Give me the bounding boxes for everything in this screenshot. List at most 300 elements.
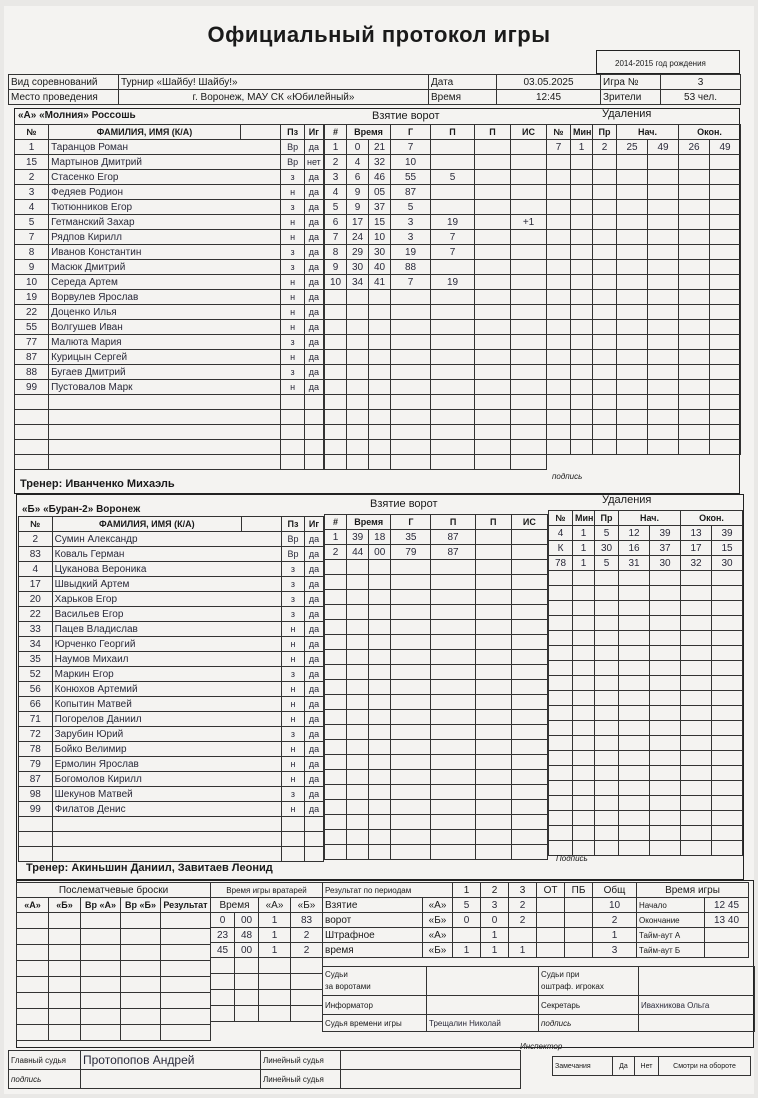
goal-scorer xyxy=(391,695,431,710)
pen-start-min xyxy=(619,661,650,676)
player-number: 52 xyxy=(19,667,53,682)
goal-situation xyxy=(511,365,547,380)
time-label: Время xyxy=(429,90,497,105)
goal-second xyxy=(369,725,391,740)
pim-b-p xyxy=(565,943,593,958)
player-name: Харьков Егор xyxy=(52,592,281,607)
penalty-row xyxy=(547,200,741,215)
pen-col-start: Нач. xyxy=(617,125,679,140)
pen-start-min xyxy=(617,305,648,320)
goal-scorer xyxy=(391,785,431,800)
gk-title: Время игры вратарей xyxy=(211,883,323,898)
goal-assist2 xyxy=(475,140,511,155)
goal-situation xyxy=(511,200,547,215)
goal-situation xyxy=(511,410,547,425)
pen-reason: 5 xyxy=(595,526,619,541)
goal-number xyxy=(325,680,347,695)
player-ig: да xyxy=(305,772,324,787)
pen-number xyxy=(549,796,573,811)
pen-start-min xyxy=(617,230,648,245)
goal-situation xyxy=(511,740,547,755)
player-ig: да xyxy=(304,305,323,320)
pen-col-reason: Пр xyxy=(595,511,619,526)
pen-end-sec: 39 xyxy=(712,526,743,541)
player-pz: н xyxy=(281,290,304,305)
player-row xyxy=(15,170,324,185)
player-number xyxy=(19,817,53,832)
goal-row xyxy=(325,755,548,770)
goal-second xyxy=(369,755,391,770)
pen-end-min xyxy=(679,380,710,395)
pen-number xyxy=(547,290,571,305)
goal-number xyxy=(325,365,347,380)
player-pz: Вр xyxy=(281,532,304,547)
player-pz: н xyxy=(281,350,304,365)
goal-situation xyxy=(511,575,547,590)
col-num: № xyxy=(15,125,49,140)
player-pz: з xyxy=(281,365,304,380)
goal-number xyxy=(325,590,347,605)
pen-end-sec xyxy=(712,841,743,856)
player-ig: да xyxy=(305,562,324,577)
player-name: Малюта Мария xyxy=(49,335,281,350)
goal-second xyxy=(369,695,391,710)
pen-start-sec xyxy=(650,676,681,691)
player-row xyxy=(19,607,324,622)
end-label: Окончание xyxy=(637,913,705,928)
goal-number xyxy=(325,635,347,650)
pen-end-min xyxy=(679,290,710,305)
pen-number xyxy=(549,646,573,661)
player-pz: н xyxy=(281,757,304,772)
pim-a-p xyxy=(537,928,565,943)
goal-number xyxy=(325,395,347,410)
goal-situation xyxy=(511,260,547,275)
player-ig: да xyxy=(304,335,323,350)
goal-col-scorer: Г xyxy=(391,515,431,530)
player-number: 88 xyxy=(15,365,49,380)
goal-number xyxy=(325,830,347,845)
gk-sec: 48 xyxy=(235,928,259,943)
penalty-row xyxy=(547,365,741,380)
goal-number xyxy=(325,320,347,335)
player-number xyxy=(19,832,53,847)
goal-scorer xyxy=(391,560,431,575)
goal-assist1: 87 xyxy=(431,545,475,560)
pim-b-p: 1 xyxy=(509,943,537,958)
goal-minute xyxy=(347,425,369,440)
pen-start-min xyxy=(617,395,648,410)
goal-second xyxy=(369,440,391,455)
goal-scorer xyxy=(391,665,431,680)
pen-minutes xyxy=(573,586,595,601)
player-pz: н xyxy=(281,622,304,637)
goal-assist1 xyxy=(431,665,475,680)
goal-number xyxy=(325,425,347,440)
goal-assist1: 7 xyxy=(431,245,475,260)
goal-row xyxy=(325,185,547,200)
goal-col-scorer: Г xyxy=(391,125,431,140)
goal-row xyxy=(325,680,548,695)
goal-situation xyxy=(511,845,547,860)
goal-row xyxy=(325,710,548,725)
pen-number: 7 xyxy=(547,140,571,155)
player-row xyxy=(19,772,324,787)
player-name: Филатов Денис xyxy=(52,802,281,817)
player-number xyxy=(19,847,53,862)
player-name: Бойко Велимир xyxy=(52,742,281,757)
goal-assist1 xyxy=(431,140,475,155)
game-no: 3 xyxy=(661,75,741,90)
goal-situation xyxy=(511,305,547,320)
goal-scorer: 88 xyxy=(391,260,431,275)
pen-start-min xyxy=(619,631,650,646)
pen-number xyxy=(549,571,573,586)
player-ig: да xyxy=(305,547,324,562)
player-ig: да xyxy=(305,667,324,682)
team-b-goals xyxy=(324,514,548,860)
comp-label: Вид соревнований xyxy=(9,75,119,90)
pim-a-p: 1 xyxy=(481,928,509,943)
player-pz: н xyxy=(281,637,304,652)
player-ig: да xyxy=(305,637,324,652)
pen-number xyxy=(549,721,573,736)
goal-assist1 xyxy=(431,260,475,275)
goal-minute xyxy=(347,560,369,575)
player-ig xyxy=(304,455,323,470)
goals-b-p: 2 xyxy=(509,913,537,928)
goal-number: 2 xyxy=(325,545,347,560)
goal-second: 05 xyxy=(369,185,391,200)
goal-number: 2 xyxy=(325,155,347,170)
gk-col-time: Время xyxy=(211,898,259,913)
goal-assist1 xyxy=(431,185,475,200)
player-pz: з xyxy=(281,727,304,742)
shootout-table xyxy=(16,882,211,1041)
pen-minutes xyxy=(573,661,595,676)
goal-assist1 xyxy=(431,335,475,350)
pen-minutes xyxy=(571,305,593,320)
player-name: Копытин Матвей xyxy=(52,697,281,712)
pen-end-min: 17 xyxy=(681,541,712,556)
pen-minutes xyxy=(571,290,593,305)
pen-minutes xyxy=(571,365,593,380)
player-row xyxy=(15,245,324,260)
player-ig: да xyxy=(305,652,324,667)
player-ig xyxy=(304,395,323,410)
pen-end-sec xyxy=(712,661,743,676)
goal-scorer xyxy=(391,740,431,755)
goal-assist2 xyxy=(475,845,511,860)
player-pz: н xyxy=(281,772,304,787)
goal-minute: 30 xyxy=(347,260,369,275)
player-row xyxy=(19,817,324,832)
goal-row xyxy=(325,230,547,245)
player-name: Масюк Дмитрий xyxy=(49,260,281,275)
pen-minutes: 1 xyxy=(573,556,595,571)
goal-number xyxy=(325,665,347,680)
player-number: 98 xyxy=(19,787,53,802)
pen-end-min xyxy=(681,676,712,691)
player-name: Шекунов Матвей xyxy=(52,787,281,802)
goal-situation xyxy=(511,320,547,335)
goal-second xyxy=(369,815,391,830)
pen-start-min: 25 xyxy=(617,140,648,155)
goal-number xyxy=(325,770,347,785)
player-number: 2 xyxy=(15,170,49,185)
spectators: 53 чел. xyxy=(661,90,741,105)
goal-minute xyxy=(347,620,369,635)
pen-start-min xyxy=(617,185,648,200)
so-col: Вр «А» xyxy=(81,898,121,913)
gk-col-a: «А» xyxy=(259,898,291,913)
pen-minutes xyxy=(573,601,595,616)
penalty-row xyxy=(549,811,743,826)
goal-scorer xyxy=(391,395,431,410)
goal-second: 40 xyxy=(369,260,391,275)
pen-number xyxy=(547,320,571,335)
goal-assist2 xyxy=(475,320,511,335)
goal-second xyxy=(369,365,391,380)
pen-minutes xyxy=(571,200,593,215)
goal-situation xyxy=(511,800,547,815)
player-pz: з xyxy=(281,170,304,185)
pen-end-sec xyxy=(710,365,741,380)
pen-end-min xyxy=(679,320,710,335)
goal-assist1 xyxy=(431,560,475,575)
pen-reason xyxy=(593,410,617,425)
goal-minute xyxy=(347,695,369,710)
goal-number: 4 xyxy=(325,185,347,200)
goal-assist2 xyxy=(475,740,511,755)
goal-second: 00 xyxy=(369,545,391,560)
goal-assist2 xyxy=(475,665,511,680)
player-ig: да xyxy=(305,727,324,742)
pen-end-min xyxy=(681,631,712,646)
goal-second xyxy=(369,350,391,365)
pen-reason xyxy=(595,826,619,841)
player-name xyxy=(52,832,281,847)
pen-start-sec xyxy=(648,200,679,215)
goal-number: 3 xyxy=(325,170,347,185)
gk-min: 45 xyxy=(211,943,235,958)
pen-end-sec xyxy=(712,781,743,796)
pen-number xyxy=(549,616,573,631)
goal-scorer xyxy=(391,635,431,650)
goal-assist1 xyxy=(431,710,475,725)
player-row xyxy=(15,275,324,290)
pen-start-sec xyxy=(650,631,681,646)
goal-minute xyxy=(347,290,369,305)
player-number: 56 xyxy=(19,682,53,697)
goal-scorer: 19 xyxy=(391,245,431,260)
goal-assist1 xyxy=(431,155,475,170)
pen-start-sec xyxy=(648,440,679,455)
goal-situation xyxy=(511,710,547,725)
penalty-row xyxy=(547,425,741,440)
goal-row xyxy=(325,410,547,425)
player-row xyxy=(15,140,324,155)
pen-end-min xyxy=(681,811,712,826)
goals-a-p: 5 xyxy=(453,898,481,913)
col-empty xyxy=(241,517,281,532)
gk-col-b: «Б» xyxy=(291,898,323,913)
goal-second: 41 xyxy=(369,275,391,290)
pen-number xyxy=(547,305,571,320)
pen-end-sec xyxy=(712,586,743,601)
see-reverse: Смотри на обороте xyxy=(659,1057,751,1076)
goal-assist2 xyxy=(475,815,511,830)
remarks-label: Замечания xyxy=(553,1057,613,1076)
pen-end-sec xyxy=(710,320,741,335)
pen-end-sec xyxy=(710,275,741,290)
pen-end-sec xyxy=(712,766,743,781)
pen-col-end: Окон. xyxy=(681,511,743,526)
goal-second xyxy=(369,575,391,590)
pen-col-start: Нач. xyxy=(619,511,681,526)
goal-number xyxy=(325,410,347,425)
pen-start-sec: 49 xyxy=(648,140,679,155)
pen-end-sec xyxy=(710,380,741,395)
place: г. Воронеж, МАУ СК «Юбилейный» xyxy=(119,90,429,105)
player-pz: н xyxy=(281,652,304,667)
pen-end-sec xyxy=(710,290,741,305)
penalty-row xyxy=(549,706,743,721)
penalty-row xyxy=(547,305,741,320)
player-name: Наумов Михаил xyxy=(52,652,281,667)
goal-assist1 xyxy=(431,635,475,650)
goals-a-p: 3 xyxy=(481,898,509,913)
pen-start-min xyxy=(617,200,648,215)
player-number: 15 xyxy=(15,155,49,170)
pen-minutes xyxy=(573,796,595,811)
goal-scorer xyxy=(391,380,431,395)
pen-start-sec xyxy=(648,230,679,245)
goal-number xyxy=(325,815,347,830)
pen-reason xyxy=(595,691,619,706)
goal-assist1 xyxy=(431,590,475,605)
pen-reason xyxy=(593,440,617,455)
pen-minutes xyxy=(571,410,593,425)
penalty-judges-label: Судьи при xyxy=(541,970,580,979)
player-number: 19 xyxy=(15,290,49,305)
spectators-label: Зрители xyxy=(601,90,661,105)
pen-reason xyxy=(595,586,619,601)
goal-minute xyxy=(347,335,369,350)
pen-start-sec xyxy=(648,410,679,425)
penalty-judges-label-2: оштраф. игроках xyxy=(541,982,604,991)
goal-minute xyxy=(347,800,369,815)
so-col: Результат xyxy=(161,898,211,913)
goal-minute xyxy=(347,410,369,425)
pen-end-min xyxy=(681,841,712,856)
pen-minutes xyxy=(571,335,593,350)
pen-col-num: № xyxy=(549,511,573,526)
goal-assist1 xyxy=(431,755,475,770)
goal-row xyxy=(325,770,548,785)
goal-situation xyxy=(511,605,547,620)
goal-assist2 xyxy=(475,410,511,425)
goal-row xyxy=(325,155,547,170)
goal-assist2 xyxy=(475,530,511,545)
pen-end-sec xyxy=(710,155,741,170)
goal-assist1 xyxy=(431,740,475,755)
player-ig: да xyxy=(304,380,323,395)
player-ig xyxy=(304,425,323,440)
player-pz: н xyxy=(281,712,304,727)
goal-assist1: 87 xyxy=(431,530,475,545)
player-number: 71 xyxy=(19,712,53,727)
goal-row xyxy=(325,320,547,335)
goal-assist1 xyxy=(431,380,475,395)
pen-number: 78 xyxy=(549,556,573,571)
goal-assist1 xyxy=(431,815,475,830)
goal-second: 30 xyxy=(369,245,391,260)
pen-minutes xyxy=(573,811,595,826)
player-name: Цуканова Вероника xyxy=(52,562,281,577)
player-number: 17 xyxy=(19,577,53,592)
player-ig: да xyxy=(304,320,323,335)
goal-number xyxy=(325,620,347,635)
player-row xyxy=(19,697,324,712)
penalty-row xyxy=(547,350,741,365)
player-row xyxy=(15,260,324,275)
goal-situation xyxy=(511,230,547,245)
pim-b-p xyxy=(537,943,565,958)
goal-second xyxy=(369,665,391,680)
player-row xyxy=(19,622,324,637)
player-row xyxy=(19,562,324,577)
pen-number xyxy=(549,691,573,706)
periods-table xyxy=(322,882,637,958)
goal-minute xyxy=(347,395,369,410)
goal-second xyxy=(369,770,391,785)
goal-situation xyxy=(511,395,547,410)
penalty-row xyxy=(549,601,743,616)
pen-end-min xyxy=(681,721,712,736)
pen-end-min xyxy=(679,200,710,215)
pen-end-min xyxy=(679,335,710,350)
penalty-row xyxy=(547,185,741,200)
pen-end-min xyxy=(679,230,710,245)
goal-second xyxy=(369,710,391,725)
goal-assist2 xyxy=(475,620,511,635)
gk-a: 1 xyxy=(259,928,291,943)
pen-end-sec xyxy=(712,616,743,631)
pen-reason: 2 xyxy=(593,140,617,155)
game-label: Игра № xyxy=(601,75,661,90)
goal-assist2 xyxy=(475,335,511,350)
player-ig: да xyxy=(304,260,323,275)
pen-end-sec xyxy=(710,200,741,215)
goal-row xyxy=(325,395,547,410)
goal-scorer xyxy=(391,320,431,335)
goal-assist1 xyxy=(431,365,475,380)
goal-row xyxy=(325,380,547,395)
player-name: Тютюнников Егор xyxy=(49,200,281,215)
player-name: Васильев Егор xyxy=(52,607,281,622)
goal-assist1 xyxy=(431,830,475,845)
goal-number xyxy=(325,755,347,770)
goal-number xyxy=(325,290,347,305)
goal-minute: 17 xyxy=(347,215,369,230)
player-name: Коваль Герман xyxy=(52,547,281,562)
goal-minute: 34 xyxy=(347,275,369,290)
pen-minutes xyxy=(573,631,595,646)
goal-second xyxy=(369,290,391,305)
goal-situation xyxy=(511,335,547,350)
goal-situation xyxy=(511,725,547,740)
